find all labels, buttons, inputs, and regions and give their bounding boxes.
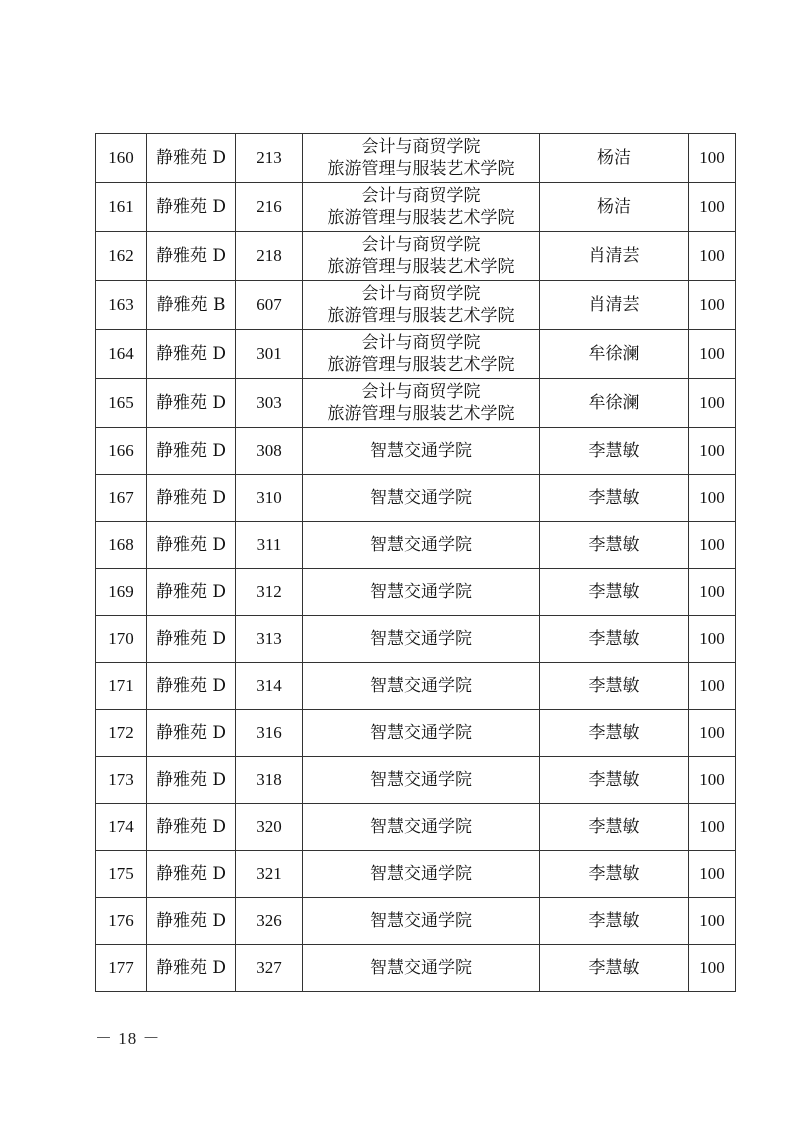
- row-number-cell: 172: [96, 710, 147, 757]
- table-row: [96, 851, 736, 898]
- inspector-name-cell: 李慧敏: [540, 663, 689, 710]
- building-cell: 静雅苑 D: [147, 710, 236, 757]
- score-cell: 100: [689, 616, 736, 663]
- college-cell: [303, 851, 540, 898]
- building-cell: 静雅苑 D: [147, 183, 236, 232]
- building-cell: 静雅苑 D: [147, 379, 236, 428]
- table-row: [96, 428, 736, 475]
- building-cell: 静雅苑 D: [147, 569, 236, 616]
- table-body: [96, 134, 736, 992]
- score-cell: 100: [689, 379, 736, 428]
- score-cell: 100: [689, 232, 736, 281]
- building-cell: 静雅苑 D: [147, 475, 236, 522]
- score-cell: 100: [689, 663, 736, 710]
- score-cell: 100: [689, 569, 736, 616]
- building-cell: 静雅苑 D: [147, 757, 236, 804]
- row-number-cell: 160: [96, 134, 147, 183]
- room-cell: 607: [236, 281, 303, 330]
- college-cell: [303, 757, 540, 804]
- college-cell: [303, 804, 540, 851]
- row-number-cell: 163: [96, 281, 147, 330]
- building-cell: 静雅苑 D: [147, 428, 236, 475]
- college-cell: [303, 428, 540, 475]
- table-row: [96, 330, 736, 379]
- score-cell: 100: [689, 330, 736, 379]
- inspector-name-cell: 李慧敏: [540, 851, 689, 898]
- room-cell: 318: [236, 757, 303, 804]
- score-cell: 100: [689, 522, 736, 569]
- row-number-cell: 171: [96, 663, 147, 710]
- table-row: [96, 183, 736, 232]
- college-cell: [303, 616, 540, 663]
- score-cell: 100: [689, 281, 736, 330]
- college-name-line: 智慧交通学院: [370, 582, 472, 602]
- room-cell: 218: [236, 232, 303, 281]
- row-number-cell: 173: [96, 757, 147, 804]
- score-cell: 100: [689, 804, 736, 851]
- room-cell: 314: [236, 663, 303, 710]
- row-number-cell: 162: [96, 232, 147, 281]
- building-cell: 静雅苑 D: [147, 232, 236, 281]
- college-cell: [303, 522, 540, 569]
- inspector-name-cell: 李慧敏: [540, 757, 689, 804]
- inspector-name-cell: 牟徐澜: [540, 379, 689, 428]
- row-number-cell: 177: [96, 945, 147, 992]
- college-cell: [303, 281, 540, 330]
- room-cell: 311: [236, 522, 303, 569]
- college-name-line: 会计与商贸学院: [361, 382, 481, 402]
- row-number-cell: 170: [96, 616, 147, 663]
- row-number-cell: 176: [96, 898, 147, 945]
- inspector-name-cell: 李慧敏: [540, 710, 689, 757]
- college-name-line: 旅游管理与服装艺术学院: [327, 257, 515, 277]
- row-number-cell: 169: [96, 569, 147, 616]
- score-cell: 100: [689, 134, 736, 183]
- score-cell: 100: [689, 757, 736, 804]
- room-cell: 313: [236, 616, 303, 663]
- row-number-cell: 168: [96, 522, 147, 569]
- college-name-line: 智慧交通学院: [370, 535, 472, 555]
- college-name-line: 旅游管理与服装艺术学院: [327, 208, 515, 228]
- inspector-name-cell: 牟徐澜: [540, 330, 689, 379]
- table-row: [96, 475, 736, 522]
- score-cell: 100: [689, 945, 736, 992]
- room-cell: 320: [236, 804, 303, 851]
- row-number-cell: 174: [96, 804, 147, 851]
- college-cell: [303, 663, 540, 710]
- score-cell: 100: [689, 183, 736, 232]
- building-cell: 静雅苑 D: [147, 898, 236, 945]
- building-cell: 静雅苑 D: [147, 134, 236, 183]
- score-cell: 100: [689, 710, 736, 757]
- room-cell: 308: [236, 428, 303, 475]
- table-row: [96, 804, 736, 851]
- college-name-line: 智慧交通学院: [370, 958, 472, 978]
- room-cell: 213: [236, 134, 303, 183]
- inspector-name-cell: 李慧敏: [540, 569, 689, 616]
- room-cell: 321: [236, 851, 303, 898]
- college-cell: [303, 569, 540, 616]
- college-name-line: 智慧交通学院: [370, 770, 472, 790]
- building-cell: 静雅苑 D: [147, 851, 236, 898]
- inspector-name-cell: 李慧敏: [540, 804, 689, 851]
- building-cell: 静雅苑 D: [147, 663, 236, 710]
- table-row: [96, 663, 736, 710]
- college-cell: [303, 379, 540, 428]
- college-cell: [303, 898, 540, 945]
- room-cell: 312: [236, 569, 303, 616]
- inspector-name-cell: 杨洁: [540, 134, 689, 183]
- inspector-name-cell: 李慧敏: [540, 475, 689, 522]
- table-row: [96, 232, 736, 281]
- college-cell: [303, 710, 540, 757]
- college-cell: [303, 183, 540, 232]
- dormitory-score-table: [95, 133, 736, 992]
- inspector-name-cell: 李慧敏: [540, 428, 689, 475]
- score-cell: 100: [689, 851, 736, 898]
- college-cell: [303, 945, 540, 992]
- inspector-name-cell: 李慧敏: [540, 616, 689, 663]
- building-cell: 静雅苑 D: [147, 804, 236, 851]
- table-row: [96, 379, 736, 428]
- building-cell: 静雅苑 B: [147, 281, 236, 330]
- table-row: [96, 945, 736, 992]
- college-name-line: 旅游管理与服装艺术学院: [327, 355, 515, 375]
- college-name-line: 会计与商贸学院: [361, 137, 481, 157]
- table-row: [96, 710, 736, 757]
- college-name-line: 会计与商贸学院: [361, 186, 481, 206]
- building-cell: 静雅苑 D: [147, 945, 236, 992]
- table-row: [96, 898, 736, 945]
- college-name-line: 会计与商贸学院: [361, 235, 481, 255]
- score-cell: 100: [689, 428, 736, 475]
- inspector-name-cell: 李慧敏: [540, 898, 689, 945]
- table-row: [96, 757, 736, 804]
- college-name-line: 智慧交通学院: [370, 864, 472, 884]
- college-name-line: 旅游管理与服装艺术学院: [327, 159, 515, 179]
- inspector-name-cell: 李慧敏: [540, 945, 689, 992]
- page-number: － 18 －: [95, 1029, 161, 1048]
- college-cell: [303, 330, 540, 379]
- table-row: [96, 281, 736, 330]
- inspector-name-cell: 李慧敏: [540, 522, 689, 569]
- college-name-line: 智慧交通学院: [370, 817, 472, 837]
- row-number-cell: 167: [96, 475, 147, 522]
- college-name-line: 旅游管理与服装艺术学院: [327, 306, 515, 326]
- room-cell: 327: [236, 945, 303, 992]
- row-number-cell: 164: [96, 330, 147, 379]
- room-cell: 303: [236, 379, 303, 428]
- college-name-line: 智慧交通学院: [370, 629, 472, 649]
- score-cell: 100: [689, 898, 736, 945]
- inspector-name-cell: 杨洁: [540, 183, 689, 232]
- table-row: [96, 616, 736, 663]
- college-cell: [303, 475, 540, 522]
- college-name-line: 智慧交通学院: [370, 441, 472, 461]
- room-cell: 326: [236, 898, 303, 945]
- inspector-name-cell: 肖清芸: [540, 281, 689, 330]
- score-cell: 100: [689, 475, 736, 522]
- inspector-name-cell: 肖清芸: [540, 232, 689, 281]
- row-number-cell: 165: [96, 379, 147, 428]
- table-row: [96, 569, 736, 616]
- room-cell: 301: [236, 330, 303, 379]
- row-number-cell: 161: [96, 183, 147, 232]
- college-name-line: 旅游管理与服装艺术学院: [327, 404, 515, 424]
- college-name-line: 会计与商贸学院: [361, 333, 481, 353]
- college-name-line: 智慧交通学院: [370, 488, 472, 508]
- table-row: [96, 134, 736, 183]
- college-name-line: 智慧交通学院: [370, 911, 472, 931]
- building-cell: 静雅苑 D: [147, 616, 236, 663]
- building-cell: 静雅苑 D: [147, 330, 236, 379]
- room-cell: 316: [236, 710, 303, 757]
- college-cell: [303, 134, 540, 183]
- college-cell: [303, 232, 540, 281]
- building-cell: 静雅苑 D: [147, 522, 236, 569]
- college-name-line: 智慧交通学院: [370, 723, 472, 743]
- table-row: [96, 522, 736, 569]
- college-name-line: 智慧交通学院: [370, 676, 472, 696]
- row-number-cell: 166: [96, 428, 147, 475]
- room-cell: 310: [236, 475, 303, 522]
- room-cell: 216: [236, 183, 303, 232]
- row-number-cell: 175: [96, 851, 147, 898]
- college-name-line: 会计与商贸学院: [361, 284, 481, 304]
